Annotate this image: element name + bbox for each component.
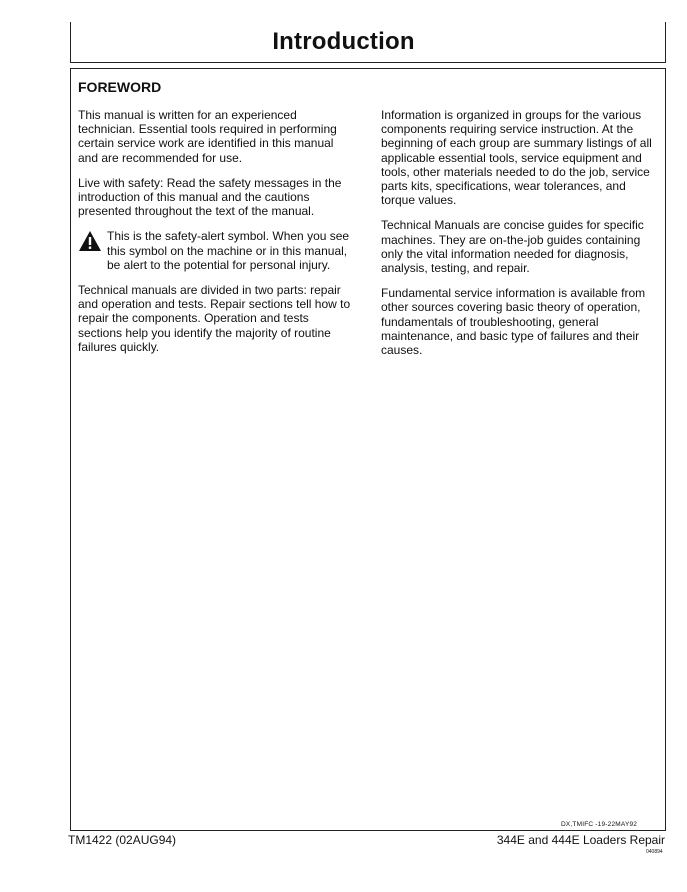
manual-title: 344E and 444E Loaders Repair bbox=[496, 833, 665, 847]
intro-paragraph: This manual is written for an experienced technician. Essential tools required in performing certain service work are identified in this manual and are recommended for use. bbox=[78, 108, 337, 165]
document-code: DX,TMIFC -19-22MAY92 bbox=[561, 821, 638, 828]
safety-paragraph: Live with safety: Read the safety messages in the introduction of this manual and the cautions presented throughout the text of the manual. bbox=[78, 175, 342, 219]
manual-id: TM1422 (02AUG94) bbox=[68, 833, 177, 847]
safety-alert-text: This is the safety-alert symbol. When you see this symbol on the machine or in this manual, be alert to the potential for personal injury. bbox=[107, 229, 350, 272]
page-code: 040894 bbox=[646, 849, 663, 855]
manual-parts-paragraph: Technical manuals are divided in two parts: repair and operation and tests. Repair sections tell how to repair the components. Operation and tests sections help you identify the majority of routine failures quickly. bbox=[78, 283, 351, 354]
frame-right-top bbox=[665, 22, 666, 62]
technical-manuals-paragraph: Technical Manuals are concise guides for specific machines. They are on-the-job guides containing only the vital information needed for diagnosis, analysis, testing, and repair. bbox=[381, 218, 644, 276]
fundamental-info-paragraph: Fundamental service information is available from other sources covering basic theory of operation, fundamentals of troubleshooting, general maintenance, and basic type of failures and their causes. bbox=[381, 286, 646, 358]
safety-alert-block bbox=[78, 229, 353, 272]
title-underline bbox=[70, 62, 666, 63]
frame-bottom bbox=[70, 830, 666, 831]
frame-left-top bbox=[70, 22, 71, 62]
page-title: Introduction bbox=[272, 28, 415, 55]
section-heading: FOREWORD bbox=[78, 79, 162, 95]
right-column bbox=[381, 108, 659, 368]
warning-triangle-icon bbox=[78, 230, 102, 255]
organization-paragraph: Information is organized in groups for the various components requiring service instruction. At the beginning of each group are summary listings of all applicable essential tools, service equipment and tools, other materials needed to do the job, service parts kits, specifications, wear tolerances, and torque values. bbox=[381, 108, 652, 208]
frame-right bbox=[665, 68, 666, 831]
foreword-top-rule bbox=[70, 68, 666, 69]
left-column bbox=[78, 108, 353, 365]
frame-left bbox=[70, 68, 71, 831]
